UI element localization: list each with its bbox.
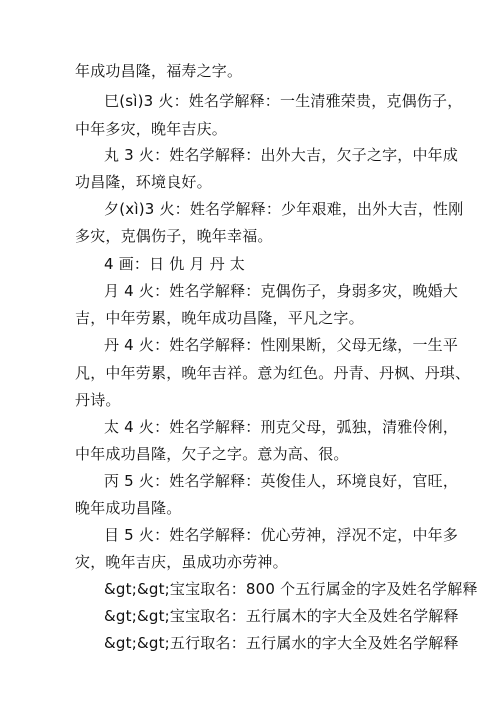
text-line: 年成功昌隆，福寿之字。 xyxy=(75,62,243,80)
text-line: 凡，中年劳累，晚年吉祥。意为红色。丹青、丹枫、丹琪、 xyxy=(75,364,471,382)
text-line: 功昌隆，环境良好。 xyxy=(75,173,212,191)
text-line: 4 画：日 仇 月 丹 太 xyxy=(104,255,245,273)
text-line: 月 4 火：姓名学解释：克偶伤子，身弱多灾，晚婚大 xyxy=(104,282,459,300)
text-line: 夕(xì)3 火：姓名学解释：少年艰难，出外大吉，性刚 xyxy=(104,200,464,218)
text-line: 吉，中年劳累，晚年成功昌隆，平凡之字。 xyxy=(75,309,364,327)
text-line: 多灾，克偶伤子，晚年幸福。 xyxy=(75,227,273,245)
related-link[interactable]: &gt;&gt;宝宝取名：五行属木的字大全及姓名学解释 xyxy=(104,607,459,625)
text-line: 丸 3 火：姓名学解释：出外大吉，欠子之字，中年成 xyxy=(104,146,459,164)
related-link[interactable]: &gt;&gt;宝宝取名：800 个五行属金的字及姓名学解释 xyxy=(104,580,478,598)
text-line: 太 4 火：姓名学解释：刑克父母，弧独，清雅伶俐， xyxy=(104,418,459,436)
text-line: 丙 5 火：姓名学解释：英俊佳人，环境良好，官旺， xyxy=(104,472,459,490)
text-line: 丹诗。 xyxy=(75,391,121,409)
text-line: 中年多灾，晚年吉庆。 xyxy=(75,120,228,138)
text-line: 目 5 火：姓名学解释：优心劳神，浮况不定，中年多 xyxy=(104,526,459,544)
text-line: 灾，晚年吉庆，虽成功亦劳神。 xyxy=(75,553,288,571)
text-line: 中年成功昌隆，欠子之字。意为高、很。 xyxy=(75,445,349,463)
text-line: 晚年成功昌隆。 xyxy=(75,499,182,517)
related-link[interactable]: &gt;&gt;五行取名：五行属水的字大全及姓名学解释 xyxy=(104,634,459,652)
text-line: 丹 4 火：姓名学解释：性刚果断，父母无缘，一生平 xyxy=(104,336,459,354)
text-line: 巳(sì)3 火：姓名学解释：一生清雅荣贵，克偶伤子， xyxy=(104,92,463,110)
